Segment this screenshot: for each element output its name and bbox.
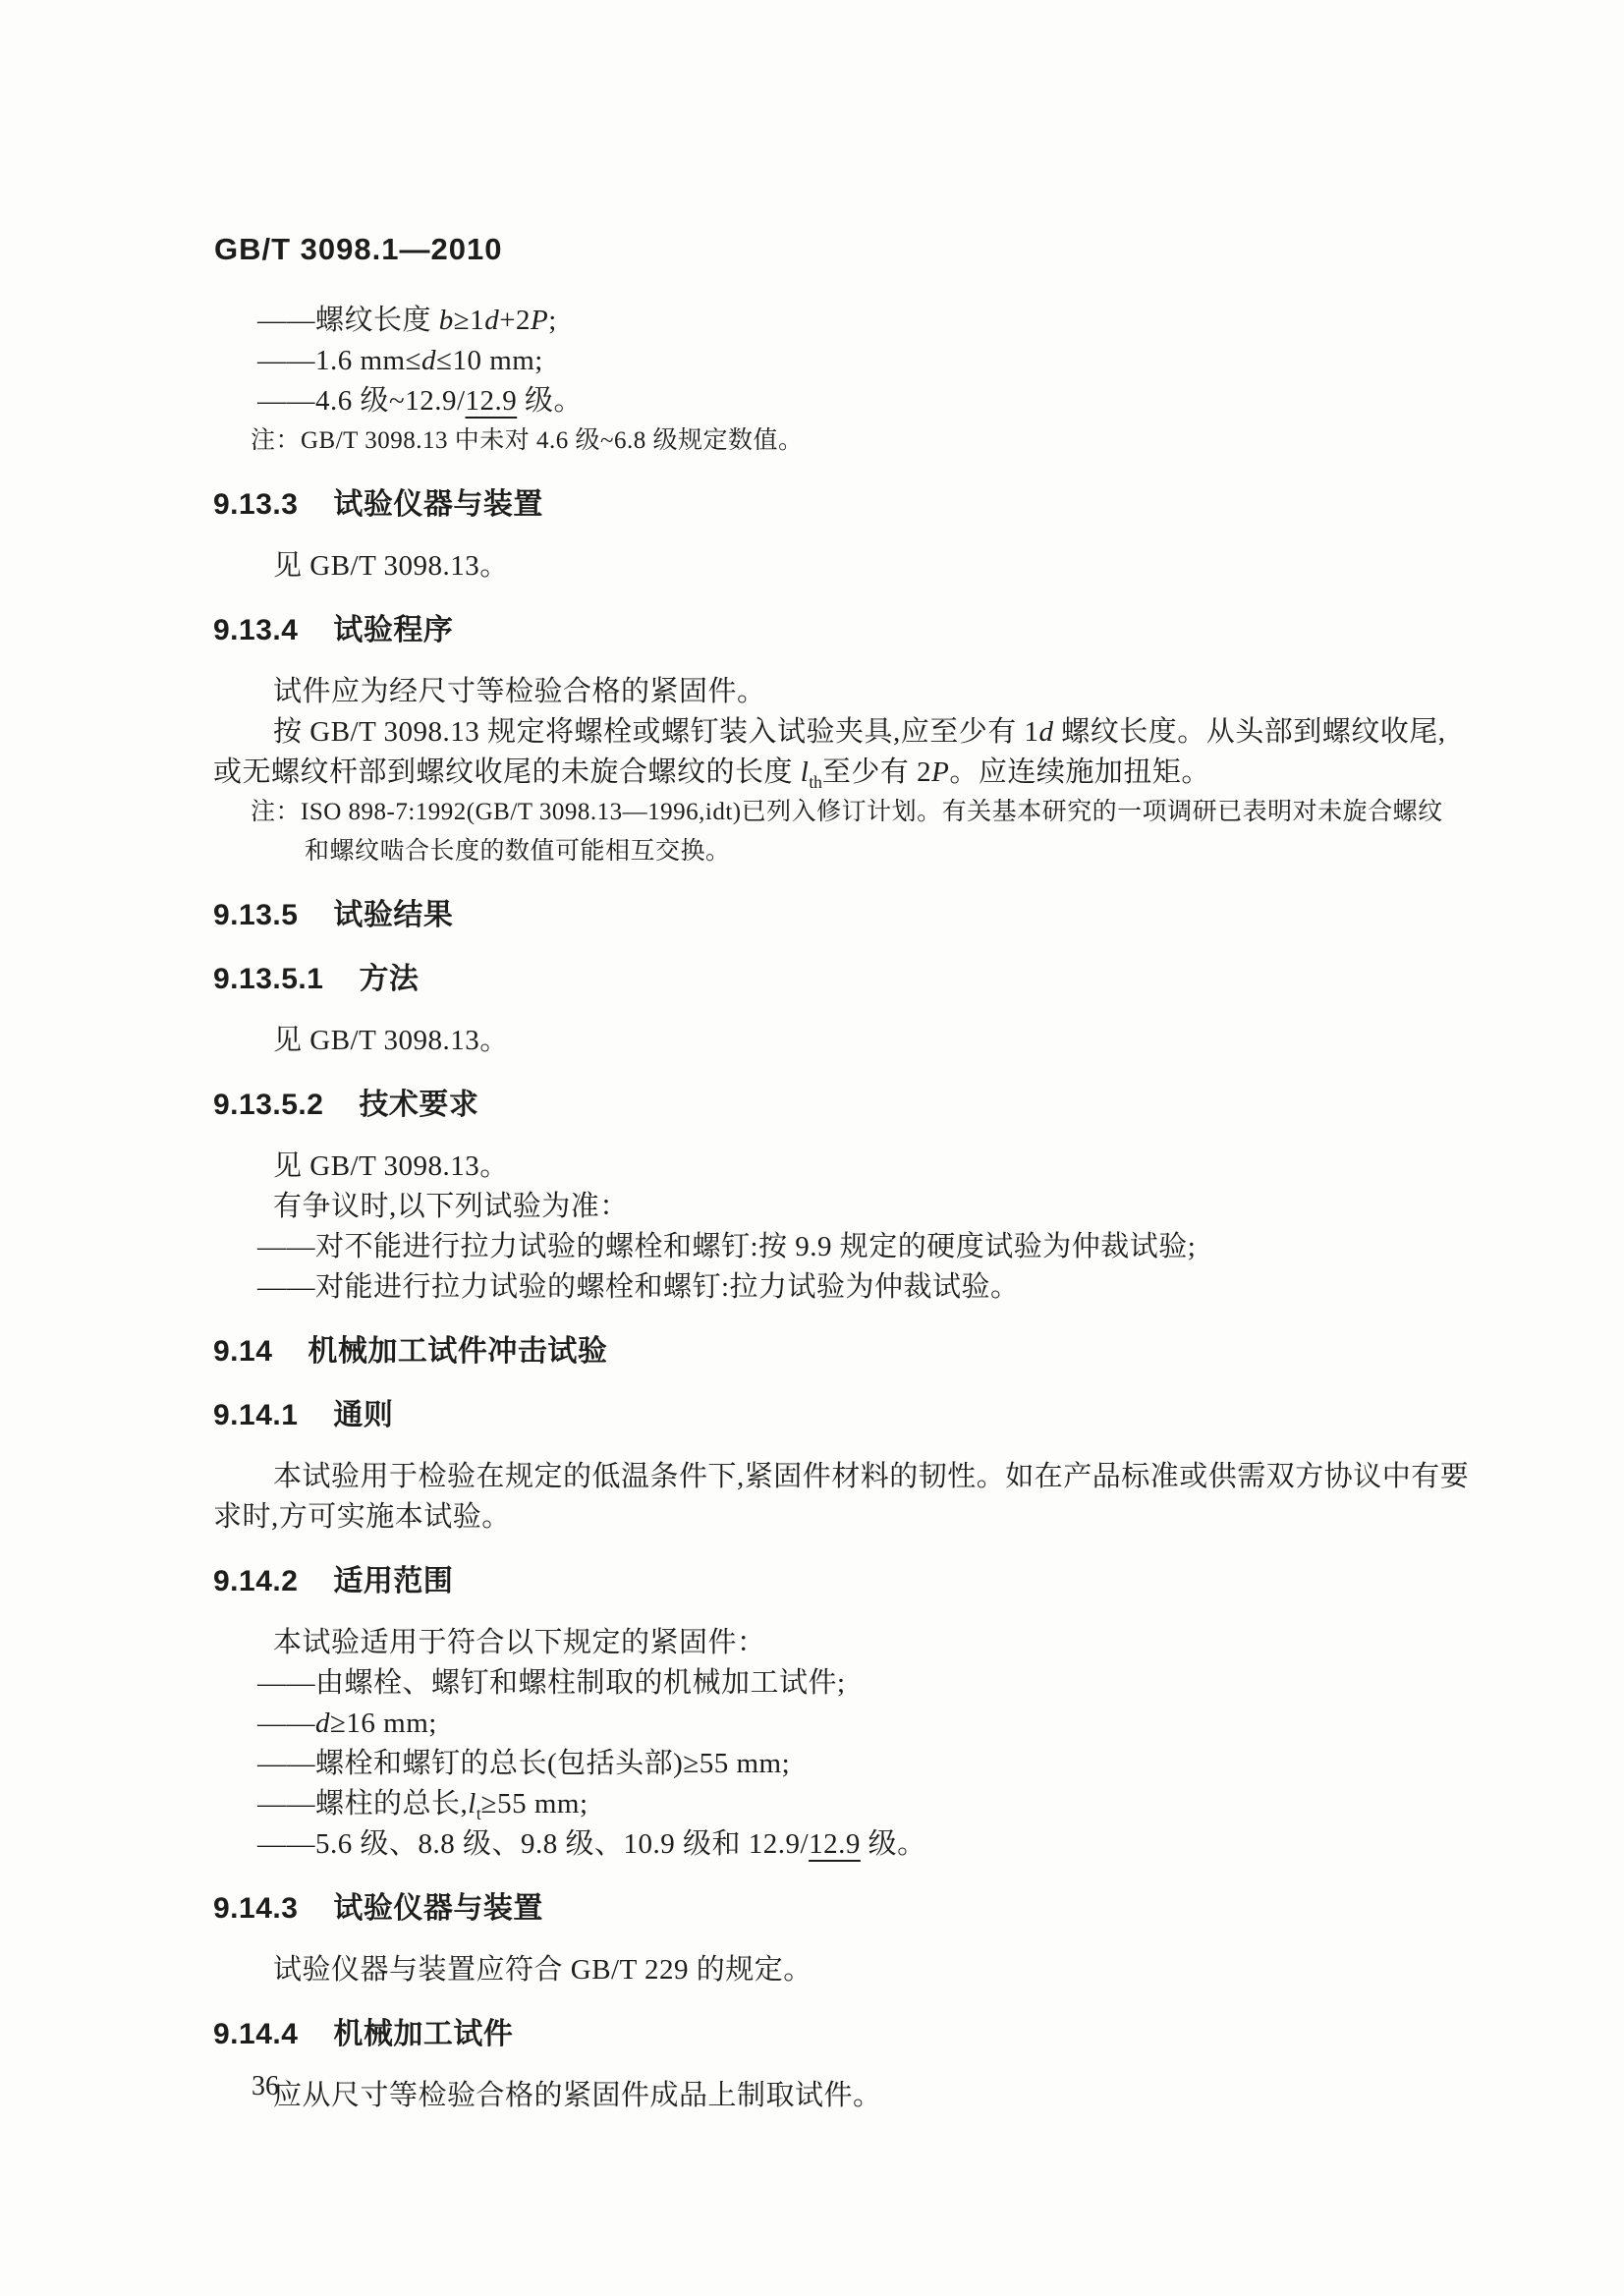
standard-number: GB/T 3098.1—2010 — [214, 232, 503, 266]
scope-item-4: ——螺柱的总长$,l_t\ge 55$ mm; — [257, 1788, 588, 1823]
page-number: 36 — [252, 2071, 279, 2101]
clause-9-14-1-heading: 9.14.1 通则 — [213, 1399, 394, 1431]
clause-9-13-4-para-1: 试件应为经尺寸等检验合格的紧固件。 — [273, 676, 766, 707]
arbitration-item-2: ——对能进行拉力试验的螺栓和螺钉:拉力试验为仲裁试验。 — [257, 1271, 1020, 1303]
note-9-13-4-line-2: 和螺纹啮合长度的数值可能相互交换。 — [305, 838, 731, 865]
item-property-classes: ——4.6 级~12.9/12.9 级。 — [257, 385, 584, 417]
clause-9-13-3-heading: 9.13.3 试验仪器与装置 — [213, 488, 543, 521]
item-diameter-range: ——1.6 mm≤d≤10 mm; — [257, 345, 543, 376]
clause-9-13-4-heading: 9.13.4 试验程序 — [213, 614, 454, 646]
scope-item-3: ——螺栓和螺钉的总长(包括头部)≥55 mm; — [257, 1748, 791, 1779]
clause-9-13-5-1-heading: 9.13.5.1 方法 — [213, 963, 420, 995]
clause-9-13-5-2-para-2: 有争议时,以下列试验为准： — [273, 1191, 629, 1222]
clause-9-14-1-line-2: 求时,方可实施本试验。 — [213, 1501, 511, 1533]
scope-item-2: ——d≥16 mm; — [257, 1708, 437, 1739]
clause-9-14-4-body: 应从尺寸等检验合格的紧固件成品上制取试件。 — [273, 2080, 882, 2111]
arbitration-item-1: ——对不能进行拉力试验的螺栓和螺钉:按 9.9 规定的硬度试验为仲裁试验; — [257, 1231, 1197, 1262]
clause-9-13-5-2-heading: 9.13.5.2 技术要求 — [213, 1089, 479, 1121]
item-thread-length: ——螺纹长度 b≥1d+2P; — [257, 305, 557, 336]
clause-9-13-3-body: 见 GB/T 3098.13。 — [273, 550, 509, 582]
clause-9-13-5-heading: 9.13.5 试验结果 — [213, 899, 454, 931]
clause-9-13-5-2-para-1: 见 GB/T 3098.13。 — [273, 1150, 509, 1182]
clause-9-14-2-heading: 9.14.2 适用范围 — [213, 1565, 454, 1597]
clause-9-13-4-para-2-line-1: 按 GB/T 3098.13 规定将螺栓或螺钉装入试验夹具,应至少有 1d 螺纹长度。从头部到螺纹收尾, — [273, 716, 1446, 748]
clause-9-14-2-intro: 本试验适用于符合以下规定的紧固件： — [273, 1627, 766, 1658]
clause-9-14-1-line-1: 本试验用于检验在规定的低温条件下,紧固件材料的韧性。如在产品标准或供需双方协议中有要 — [273, 1461, 1470, 1492]
clause-9-13-4-para-2-line-2: 或无螺纹杆部到螺纹收尾的未旋合螺纹的长度 $l_{th}$至少有 2P。应连续施加扭矩。 — [213, 756, 1210, 792]
scope-item-5: ——5.6 级、8.8 级、9.8 级、10.9 级和 12.9/12.9 级。 — [257, 1828, 926, 1860]
note-9-13-2: 注：GB/T 3098.13 中未对 4.6 级~6.8 级规定数值。 — [251, 427, 804, 454]
clause-9-13-5-1-body: 见 GB/T 3098.13。 — [273, 1025, 509, 1056]
scope-item-1: ——由螺栓、螺钉和螺柱制取的机械加工试件; — [257, 1667, 846, 1699]
clause-9-14-4-heading: 9.14.4 机械加工试件 — [213, 2018, 514, 2050]
clause-9-14-3-body: 试验仪器与装置应符合 GB/T 229 的规定。 — [273, 1954, 812, 1986]
clause-9-14-heading: 9.14 机械加工试件冲击试验 — [213, 1335, 608, 1368]
note-9-13-4-line-1: 注：ISO 898-7:1992(GB/T 3098.13—1996,idt)已列入修订计划。有关基本研究的一项调研已表明对未旋合螺纹 — [251, 799, 1443, 825]
clause-9-14-3-heading: 9.14.3 试验仪器与装置 — [213, 1892, 543, 1925]
